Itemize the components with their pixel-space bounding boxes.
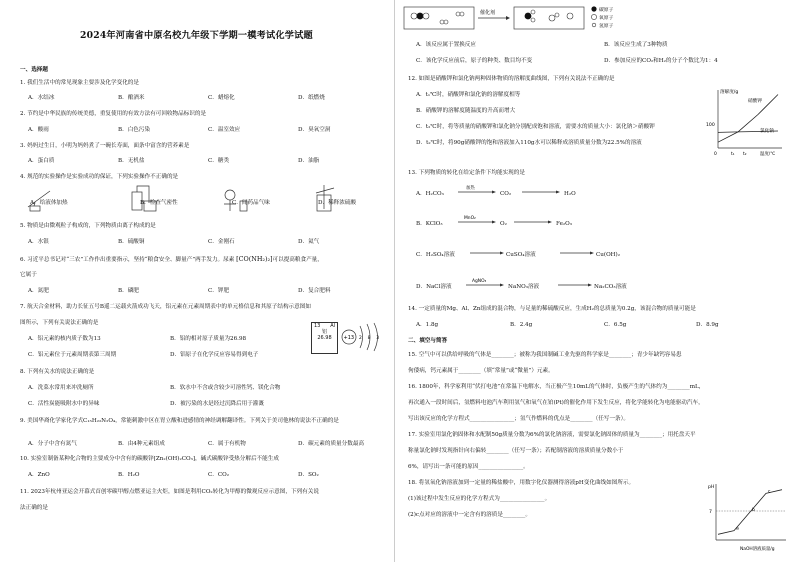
ph-point-b: b [752,508,755,513]
sol-ytick-100: 100 [706,123,715,128]
q8-opt-a: A．洗菜水常用来冲洗厕所 [28,385,94,391]
q4-apparatus-drawings [24,183,384,213]
q12-opt-d: D．t₂℃时，将90g硝酸钾的饱和溶液加入110g水可以稀释成溶质质量分数为22.5%的溶液 [416,140,642,146]
q2-stem: 2. 节约是中华民族的传统美德，重复使用的有效方法有可回收物品标识的是 [20,111,207,117]
q8-stem: 8. 下列有关水的说法正确的是 [20,369,95,375]
q5-opt-c: C．金刚石 [208,239,235,245]
reactant-box [404,7,474,29]
q13-d-arrow2 [556,277,592,289]
q14-opt-d: D．8.9g [696,322,719,328]
q13-b-start: B．KClO₃ [416,221,443,227]
exam-title: 2024年河南省中原名校九年级下学期一模考试化学试题 [80,30,313,41]
solubility-chart [704,84,786,162]
q14-opt-a: A．1.8g [416,322,439,328]
q13-a-arrow2 [520,184,560,196]
q2-opt-a: A．酸雨 [28,127,49,133]
sol-series-label-kno3: 硝酸钾 [748,99,762,104]
q18-line2: (1)该过程中发生反应的化学方程式为________________。 [408,496,551,502]
q13-c-arrow2 [558,245,594,257]
q11-reaction-diagram [402,4,642,34]
catalyst-label: 催化剂 [480,10,496,16]
q5-opt-d: D．氦气 [298,239,320,245]
q17-line1: 17. 实验室用氯化钠固体和水配制50g质量分数为6%的氯化钠溶液，需要氯化钠固体的质量为________；用托盘天平 [408,432,696,438]
atom-legend [591,6,613,29]
q8-opt-b: B．软水中不含或含较少可溶性钙、镁化合物 [170,385,281,391]
q4-opt-d: D．稀释浓硫酸 [318,200,357,206]
q1-opt-b: B．酿酒米 [118,95,145,101]
q1-opt-d: D．纸燃烧 [298,95,325,101]
q5-opt-b: B．硫酸铜 [118,239,145,245]
atomic-mass: 26.98 [317,335,332,341]
q17-line2: 称量氯化钠时发现指针向右偏转________（任写一条）；若配制溶液的溶质质量分数小于 [408,448,624,454]
q13-c-end: Cu(OH)₂ [596,252,620,258]
q13-b-mid: O₂ [500,221,507,227]
q5-opt-a: A．水银 [28,239,49,245]
q4-opt-a: A．给液体加热 [30,200,68,206]
q7-stem-cont: 图所示，下列有关说法正确的是 [20,320,99,326]
electron-shells: 2 8 3 [359,336,379,341]
q13-b-cond: MnO₂ [464,216,476,221]
legend-hydrogen: 氢原子 [599,24,614,29]
sol-xtick-t1: t₁ [731,152,735,157]
element-name: 铝 [321,329,327,335]
q13-a-arrow1 [456,184,496,196]
q1-opt-c: C．蜡熔化 [208,95,235,101]
sol-ylabel: 溶解度/g [720,90,739,95]
q5-stem: 5. 物质是由微观粒子构成的，下列物质由离子构成的是 [20,223,156,229]
q8-opt-c: C．活性炭能吸附水中的异味 [28,401,100,407]
q17-line3: 6%，请写出一条可能的原因________________。 [408,464,529,470]
q15-line2: 佝偻病，钙元素属于________（填“常量”或“微量”）元素。 [408,368,554,374]
section-choice: 一、选择题 [20,67,48,73]
q12-opt-c: C．t₂℃时，将等质量的硝酸钾和氯化钠分别配成饱和溶液，需要水的质量大小：氯化钠＞硝酸钾 [416,124,655,130]
section-fill: 二、填空与简答 [408,338,448,344]
q6-opt-b: B．磷肥 [118,288,139,294]
q6-opt-a: A．氮肥 [28,288,49,294]
ph-point-a: a [736,526,739,532]
q14-opt-b: B．2.4g [510,322,533,328]
q3-opt-b: B．无机盐 [118,158,145,164]
ph-point-c: c [768,489,771,495]
q13-d-end: Na₂CO₃溶液 [594,284,627,290]
legend-oxygen: 氧原子 [599,16,614,21]
q11-opt-d: D．参加反应的CO₂和H₂的分子个数比为1：4 [604,58,718,64]
sol-xtick-0: 0 [714,152,717,157]
q10-opt-c: C．CO₂ [208,472,229,478]
q13-b-arrow2 [512,214,552,226]
q2-opt-c: C．温室效应 [208,127,241,133]
q13-b-arrow1 [456,214,496,226]
element-cell-aluminium [311,322,338,354]
q3-opt-d: D．油脂 [298,158,320,164]
q1-opt-a: A．水结冰 [28,95,55,101]
product-box [514,7,584,29]
airtight-check-icon [132,186,156,211]
q11-opt-b: B．该反应生成了3种物质 [604,42,668,48]
q12-opt-a: A．t₁℃时，硝酸钾和氯化钠的溶解度相等 [416,92,521,98]
q7-opt-d: D．铝原子在化学反应容易得到电子 [170,352,259,358]
q10-opt-b: B．H₂O [118,472,140,478]
q7-opt-b: B．铝的相对原子质量为26.98 [170,336,247,342]
ph-ylabel: pH [708,485,715,490]
al-atom-structure-diagram [340,320,386,354]
q13-a-start: A．H₂CO₃ [416,191,444,197]
q13-c-start: C．H₂SO₄溶液 [416,252,455,258]
element-symbol: Al [330,323,335,329]
q13-a-cond: 加热 [466,186,475,191]
q4-opt-c: C．闻药品气味 [232,200,270,206]
q2-opt-d: D．臭氧空洞 [298,127,331,133]
sol-xlabel: 温度/℃ [760,152,776,157]
right-column [398,0,794,562]
q9-opt-a: A．分子中含有氮气 [28,441,77,447]
q13-b-end: Fe₂O₃ [556,221,572,227]
q10-opt-a: A．ZnO [28,472,50,478]
q13-c-arrow1 [468,245,504,257]
q13-a-mid: CO₂ [500,191,512,197]
q10-stem: 10. 实验室制备某种化合物的主要成分中含有的碳酸锌[Zn₂(OH)₂CO₃]，碱式碳酸锌受热分解后不能生成 [20,456,279,462]
q11-opt-c: C．该化学反应前后，原子的种类、数目均不变 [416,58,533,64]
q9-opt-c: C．属于有机物 [208,441,246,447]
q15-line1: 15. 空气中可以供给呼吸的气体是________；被称为我国制碱工业先驱的科学家是________；青少年缺钙容易患 [408,352,682,358]
ph-ytick-7: 7 [709,510,712,515]
sol-series-label-nacl: 氯化钠 [760,129,774,134]
q14-opt-c: C．6.5g [604,322,627,328]
q6-stem-cont: 它属于 [20,272,37,278]
q6-opt-d: D．复合肥料 [298,288,331,294]
q9-opt-d: D．碳元素的质量分数最高 [298,441,365,447]
q3-opt-a: A．蛋白质 [28,158,55,164]
q11-opt-a: A．该反应属于置换反应 [416,42,476,48]
ph-xlabel: NaOH溶液质量/g [740,547,775,552]
q6-opt-c: C．钾肥 [208,288,230,294]
legend-carbon: 碳原子 [599,8,614,13]
q11-stem-cont: 法正确的是 [20,505,48,511]
q18-line3: (2)c点对应的溶液中一定含有的溶质是________。 [408,512,531,518]
q16-line1: 16. 1800年，科学家利用“伏打电池”在常温下电解水，当正极产生10mL的气体时，负极产生的气体约为________mL， [408,384,705,390]
q7-opt-a: A．铝元素的核内质子数为13 [28,336,101,342]
q13-d-arrow1 [464,277,504,289]
q6-stem: 6. 习近平总书记对“三农”工作作出重要指示，坚持“粮食安全、脚量产”两手发力。尿素 [CO(NH₂)₂]可以提高粮食产量， [20,255,323,263]
sol-xtick-t2: t₂ [743,152,747,157]
q4-stem: 4. 规范的实验操作是实验成功的保证，下列实验操作不正确的是 [20,174,179,180]
ph-chart [704,480,790,556]
atomic-number: 13 [314,323,321,329]
q13-d-cond: AgNO₃ [472,279,487,284]
q13-a-end: H₂O [564,191,576,197]
q3-stem: 3. 妈妈过生日，小明为妈妈煮了一碗长寿面，面条中富含的营养素是 [20,143,190,149]
q13-c-mid: CuSO₄溶液 [506,252,536,258]
q7-opt-c: C．铝元素位于元素周期表第三周期 [28,352,117,358]
q16-line3: 写出该反应的化学方程式________________；氢气作燃料的优点是________（任写一条）。 [408,416,629,422]
q16-line2: 再次通入一段时间后，氢燃料电池汽车利用氢气和氧气在铂(Pt)的催化作用下发生反应，将化学能转化为电能驱动汽车， [408,400,704,406]
q12-opt-b: B．硝酸钾的溶解度随温度的升高而增大 [416,108,516,114]
q13-d-start: D．NaCl溶液 [416,284,452,290]
q10-opt-d: D．SO₂ [298,472,319,478]
q8-opt-d: D．被污染的水是经过沉降后用于灌溉 [170,401,264,407]
q13-stem: 13. 下列物质的转化在给定条件下均能实现的是 [408,170,525,176]
q12-stem: 12. 如图是硝酸钾和氯化钠两种固体物质的溶解度曲线图，下列有关说法不正确的是 [408,76,615,82]
nucleus-charge: +13 [343,335,355,341]
q1-stem: 1. 我们生活中的常见现象主要涉及化学变化的是 [20,80,139,86]
q3-opt-c: C．糖类 [208,158,230,164]
column-divider [394,0,395,562]
reaction-arrowhead [506,16,510,20]
q7-stem: 7. 航天合金材料，助力长征五号B遥二运载火箭成功飞天，铝元素在元素周期表中的单元格信息和其原子结构示意图如 [20,304,311,310]
q18-line1: 18. 将氢氧化钠溶液加到一定量的稀盐酸中，用数字化仪器测得溶液pH变化曲线如图所示。 [408,480,635,486]
q9-stem: 9. 美国华裔化学家化学式C₁₅H₂₂N₂O₄，常能刺激中区在胃立酸和进感情的神经调解翻译性。下列关于美司他林的说法不正确的是 [20,418,339,424]
q2-opt-b: B．白色污染 [118,127,151,133]
urea-formula: [CO(NH₂)₂] [236,255,273,263]
q14-stem: 14. 一定质量的Mg、Al、Zn组成的混合物，与足量的稀硫酸反应，生成H₂的总质量为0.2g，该混合物的质量可能是 [408,306,696,312]
q4-opt-b: B．检查气密性 [140,200,178,206]
q9-opt-b: B．由4种元素组成 [118,441,165,447]
ph-series-line [718,490,782,535]
q13-d-mid: NaNO₃溶液 [508,284,540,290]
q11-stem: 11. 2023年杭州亚运会开幕式首创零碳甲醇点燃亚运主火炬，如图是利用CO₂转化为甲醇的微观反应示意图，下列有关说 [20,489,319,495]
left-column [0,0,393,562]
dilute-acid-icon [316,185,334,211]
